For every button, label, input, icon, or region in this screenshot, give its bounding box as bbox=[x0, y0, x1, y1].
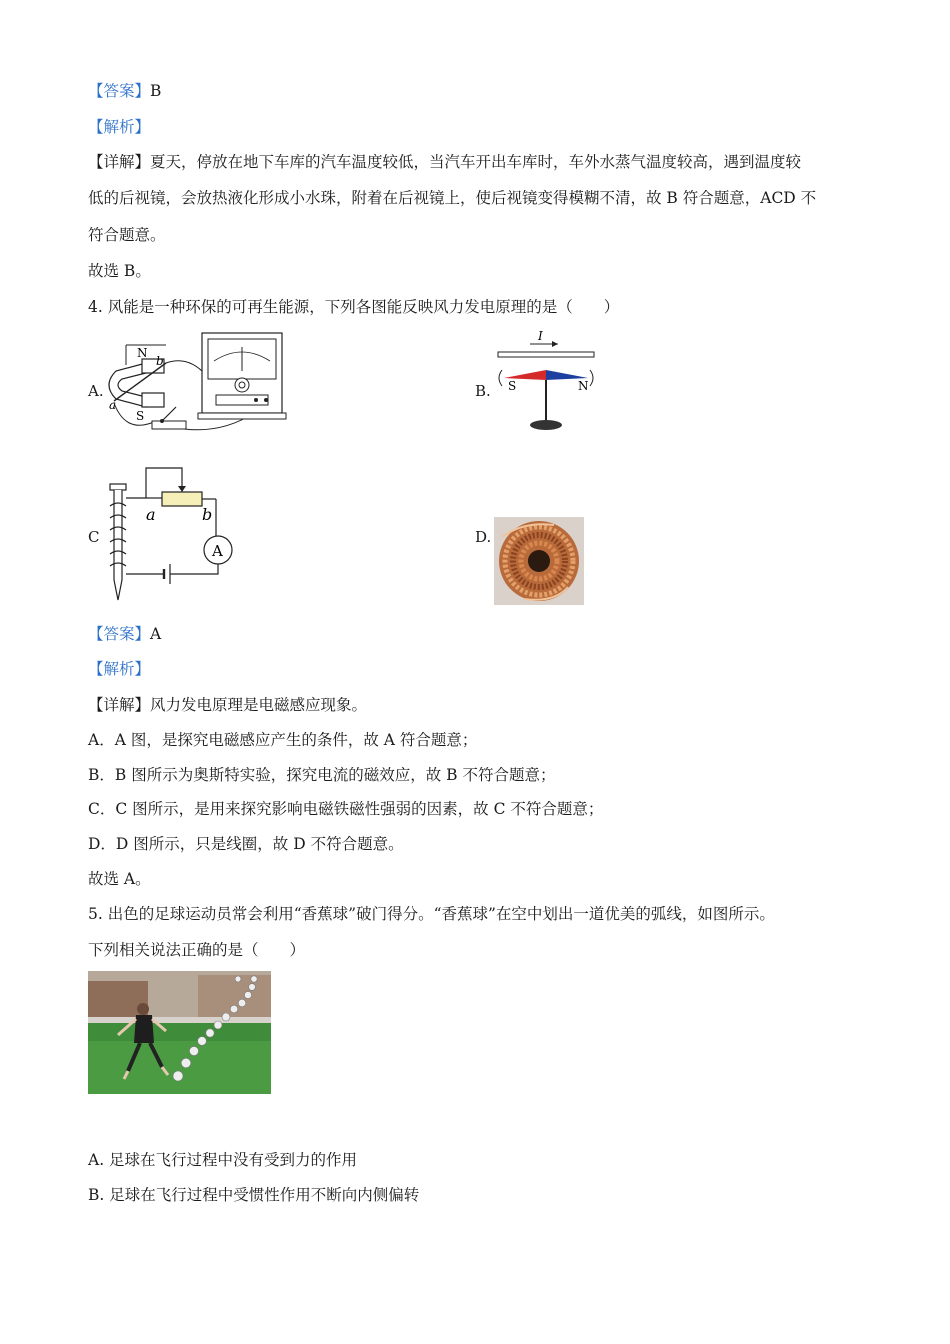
label-b: b bbox=[202, 505, 213, 524]
label-a: a bbox=[109, 398, 117, 412]
q4-option-d-label: D. bbox=[475, 528, 492, 546]
ammeter-label: A bbox=[212, 542, 223, 560]
galvanometer bbox=[198, 333, 286, 419]
q4-analysis-tag: 【解析】 bbox=[88, 660, 151, 678]
q5-option-a: A. 足球在飞行过程中没有受到力的作用 bbox=[88, 1151, 358, 1169]
magnet-pole-s bbox=[142, 393, 164, 407]
q4-detail bbox=[88, 694, 367, 716]
switch bbox=[152, 407, 186, 429]
player-head bbox=[137, 1003, 149, 1015]
detail-text: 夏天，停放在地下车库的汽车温度较低，当汽车开出车库时，车外水蒸气温度较高，遇到温度较 bbox=[150, 153, 802, 171]
q4-figure-b bbox=[494, 330, 598, 434]
label-s: S bbox=[508, 379, 517, 393]
compass-base bbox=[530, 420, 562, 430]
q5-stem-line1: 5. 出色的足球运动员常会利用“香蕉球”破门得分。“香蕉球”在空中划出一道优美的弧线，如图所示。 bbox=[88, 905, 775, 923]
q4-conclusion: 故选 A。 bbox=[88, 870, 151, 888]
detail-text: 风力发电原理是电磁感应现象。 bbox=[150, 696, 368, 714]
q4-analysis-d: D．D 图所示，只是线圈，故 D 不符合题意。 bbox=[88, 835, 404, 853]
label-b: b bbox=[156, 354, 164, 368]
rotate-arrow-right bbox=[590, 370, 593, 386]
straight-wire bbox=[498, 352, 594, 357]
q4-figure-d-coil-photo bbox=[494, 517, 584, 605]
rotate-arrow-left bbox=[499, 370, 502, 386]
rheostat bbox=[162, 492, 202, 506]
label-s: S bbox=[136, 409, 145, 423]
player-body bbox=[134, 1015, 154, 1043]
label-n: N bbox=[578, 379, 589, 393]
answer-value: A bbox=[150, 625, 162, 643]
q4-analysis-b: B．B 图所示为奥斯特实验，探究电流的磁效应，故 B 不符合题意； bbox=[88, 766, 556, 784]
q5-banana-kick-photo bbox=[88, 971, 271, 1094]
q5-option-b: B. 足球在飞行过程中受惯性作用不断向内侧偏转 bbox=[88, 1186, 420, 1204]
label-a: a bbox=[146, 505, 156, 524]
q4-figure-c bbox=[104, 462, 244, 604]
detail-tag: 【详解】 bbox=[88, 696, 151, 714]
q4-option-a-label: A. bbox=[88, 382, 104, 400]
q4-figure-a bbox=[106, 325, 330, 437]
q5-stem-line2: 下列相关说法正确的是（ ） bbox=[88, 941, 306, 959]
q3-analysis-tag: 【解析】 bbox=[88, 118, 151, 136]
q3-answer bbox=[88, 80, 161, 102]
answer-value: B bbox=[150, 82, 162, 100]
nail-head bbox=[110, 484, 126, 490]
q3-conclusion: 故选 B。 bbox=[88, 262, 151, 280]
q4-analysis-c: C．C 图所示，是用来探究影响电磁铁磁性强弱的因素，故 C 不符合题意； bbox=[88, 800, 604, 818]
q3-detail-line2: 低的后视镜，会放热液化形成小水珠，附着在后视镜上，使后视镜变得模糊不清，故 B 符合题意，ACD 不 bbox=[88, 189, 817, 207]
nail-body bbox=[114, 490, 122, 600]
answer-tag: 【答案】 bbox=[88, 82, 151, 100]
q4-option-b-label: B. bbox=[475, 382, 491, 400]
q3-detail-line1 bbox=[88, 151, 801, 173]
q4-analysis-a: A．A 图，是探究电磁感应产生的条件，故 A 符合题意； bbox=[88, 731, 478, 749]
label-current: I bbox=[538, 330, 543, 343]
answer-tag: 【答案】 bbox=[88, 625, 151, 643]
label-n: N bbox=[137, 346, 148, 360]
q3-detail-line3: 符合题意。 bbox=[88, 226, 166, 244]
detail-tag: 【详解】 bbox=[88, 153, 151, 171]
q4-option-c-label: C bbox=[88, 528, 100, 546]
q4-answer bbox=[88, 623, 161, 645]
q4-stem: 4. 风能是一种环保的可再生能源，下列各图能反映风力发电原理的是（ ） bbox=[88, 298, 620, 316]
